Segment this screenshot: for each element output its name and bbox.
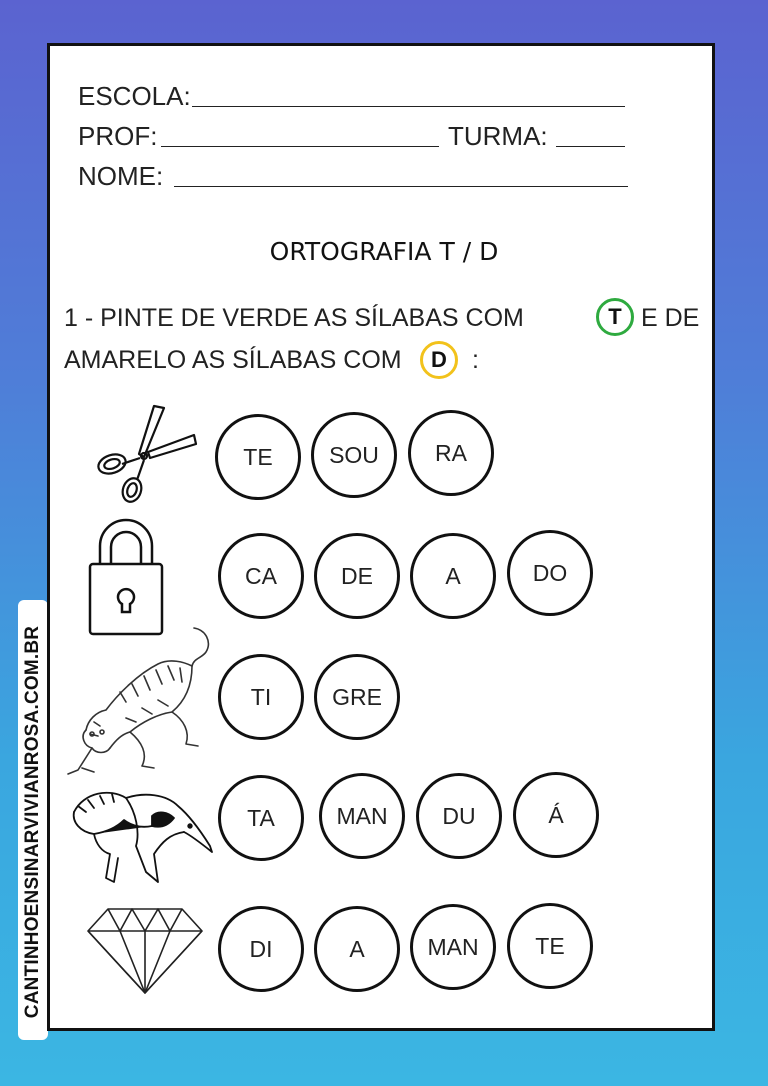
- syllable-circle[interactable]: A: [314, 906, 400, 992]
- syllable-circle[interactable]: TI: [218, 654, 304, 740]
- instruction-part2: E DE: [641, 304, 700, 332]
- escola-label: ESCOLA:: [78, 81, 191, 111]
- nome-line: [174, 186, 628, 187]
- instruction-part4: :: [472, 346, 479, 374]
- syllable-circle[interactable]: DE: [314, 533, 400, 619]
- anteater-icon: [66, 782, 216, 892]
- prof-line: [161, 146, 439, 147]
- syllable-circle[interactable]: Á: [513, 772, 599, 858]
- padlock-icon: [86, 512, 166, 638]
- t-letter-badge: T: [596, 298, 634, 336]
- d-letter-badge: D: [420, 341, 458, 379]
- syllable-circle[interactable]: DU: [416, 773, 502, 859]
- syllable-circle[interactable]: TE: [507, 903, 593, 989]
- syllable-circle[interactable]: RA: [408, 410, 494, 496]
- syllable-circle[interactable]: GRE: [314, 654, 400, 740]
- tiger-icon: [66, 622, 216, 782]
- instruction-part3: AMARELO AS SÍLABAS COM: [64, 346, 402, 374]
- turma-line: [556, 146, 625, 147]
- syllable-circle[interactable]: MAN: [319, 773, 405, 859]
- syllable-circle[interactable]: TA: [218, 775, 304, 861]
- turma-label: TURMA:: [448, 121, 548, 151]
- syllable-circle[interactable]: SOU: [311, 412, 397, 498]
- escola-line: [192, 106, 625, 107]
- syllable-circle[interactable]: DO: [507, 530, 593, 616]
- nome-label: NOME:: [78, 161, 164, 191]
- scissors-icon: [92, 402, 202, 504]
- diamond-icon: [86, 905, 204, 995]
- instruction-part1: 1 - PINTE DE VERDE AS SÍLABAS COM: [64, 304, 524, 332]
- syllable-circle[interactable]: DI: [218, 906, 304, 992]
- syllable-circle[interactable]: MAN: [410, 904, 496, 990]
- website-watermark: CANTINHOENSINARVIVIANROSA.COM.BR: [22, 625, 43, 1019]
- syllable-circle[interactable]: TE: [215, 414, 301, 500]
- page-title: ORTOGRAFIA T / D: [269, 237, 499, 266]
- syllable-circle[interactable]: A: [410, 533, 496, 619]
- prof-label: PROF:: [78, 121, 158, 151]
- syllable-circle[interactable]: CA: [218, 533, 304, 619]
